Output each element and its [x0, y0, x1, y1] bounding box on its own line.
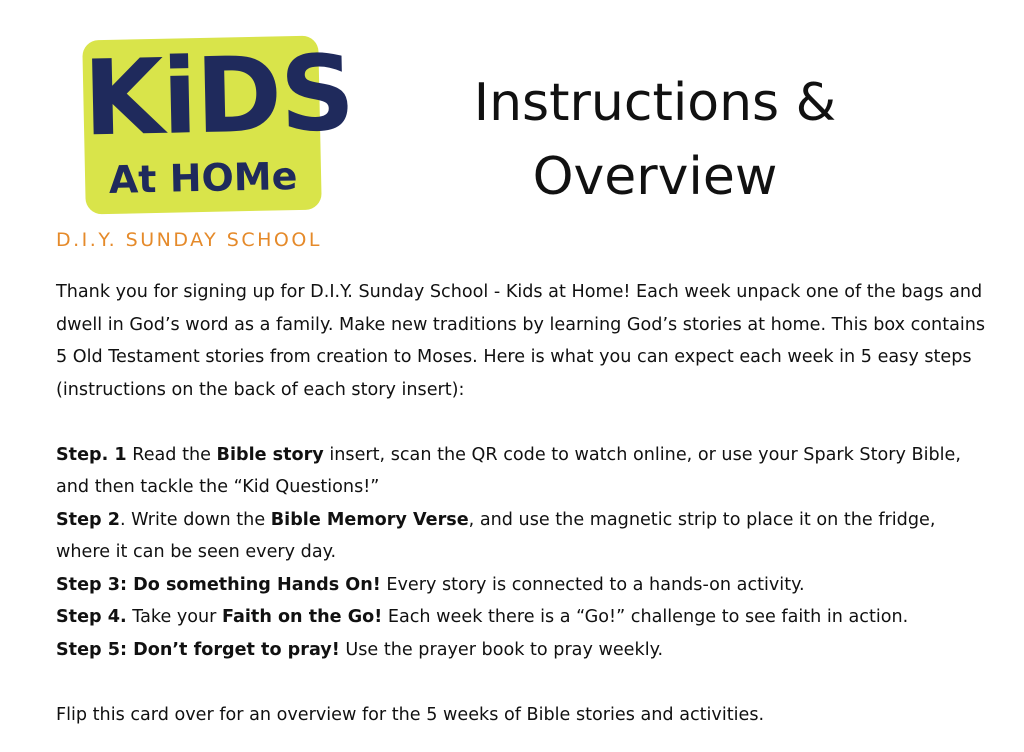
step-text: . Write down the — [119, 509, 271, 530]
steps-list — [56, 439, 986, 667]
step-text: insert, scan the QR code to watch online, or use your Spark Story Bible, and then tackle the “Kid Questions!” — [56, 444, 961, 497]
step-emphasis: Bible story — [216, 444, 324, 465]
kids-at-home-logo — [82, 31, 355, 215]
step-emphasis: Bible Memory Verse — [270, 509, 469, 530]
step-2 — [56, 504, 986, 569]
logo-at-home-text: At HOMe — [108, 154, 298, 202]
step-label: Step 4. — [56, 607, 127, 627]
step-label: Step. 1 — [56, 444, 127, 465]
logo-subtitle: D.I.Y. SUNDAY SCHOOL — [56, 229, 322, 251]
step-text: Use the prayer book to pray weekly. — [339, 639, 664, 660]
step-5 — [56, 634, 986, 667]
step-text: Each week there is a “Go!” challenge to see faith in action. — [382, 607, 909, 627]
step-label: Step 3: Do something Hands On! — [56, 574, 381, 595]
step-label: Step 2 — [56, 509, 120, 530]
instructions-body — [56, 276, 986, 731]
step-4 — [56, 601, 986, 634]
step-3 — [56, 569, 986, 602]
title-line-1: Instructions & — [473, 73, 837, 133]
title-line-2: Overview — [532, 147, 778, 207]
step-label: Step 5: Don’t forget to pray! — [56, 639, 340, 660]
step-text: Take your — [126, 607, 223, 627]
step-text: Every story is connected to a hands-on activity. — [380, 574, 805, 595]
logo-kids-text: KiDS — [82, 31, 355, 160]
step-text: Read the — [126, 444, 217, 465]
footer-note: Flip this card over for an overview for the 5 weeks of Bible stories and activities. — [56, 704, 765, 725]
step-1 — [56, 439, 986, 504]
step-text: , and use the magnetic strip to place it on the fridge, where it can be seen every day. — [56, 509, 936, 562]
intro-paragraph: Thank you for signing up for D.I.Y. Sunday School - Kids at Home! Each week unpack one of the bags and dwell in God’s word as a family. Make new traditions by learning God’s stories at home. This box contains 5 Old Testament stories from creation to Moses. Here is what you can expect each week in 5 easy steps (instructions on the back of each story insert): — [56, 282, 986, 400]
page-title — [420, 66, 890, 214]
step-emphasis: Faith on the Go! — [222, 607, 383, 627]
